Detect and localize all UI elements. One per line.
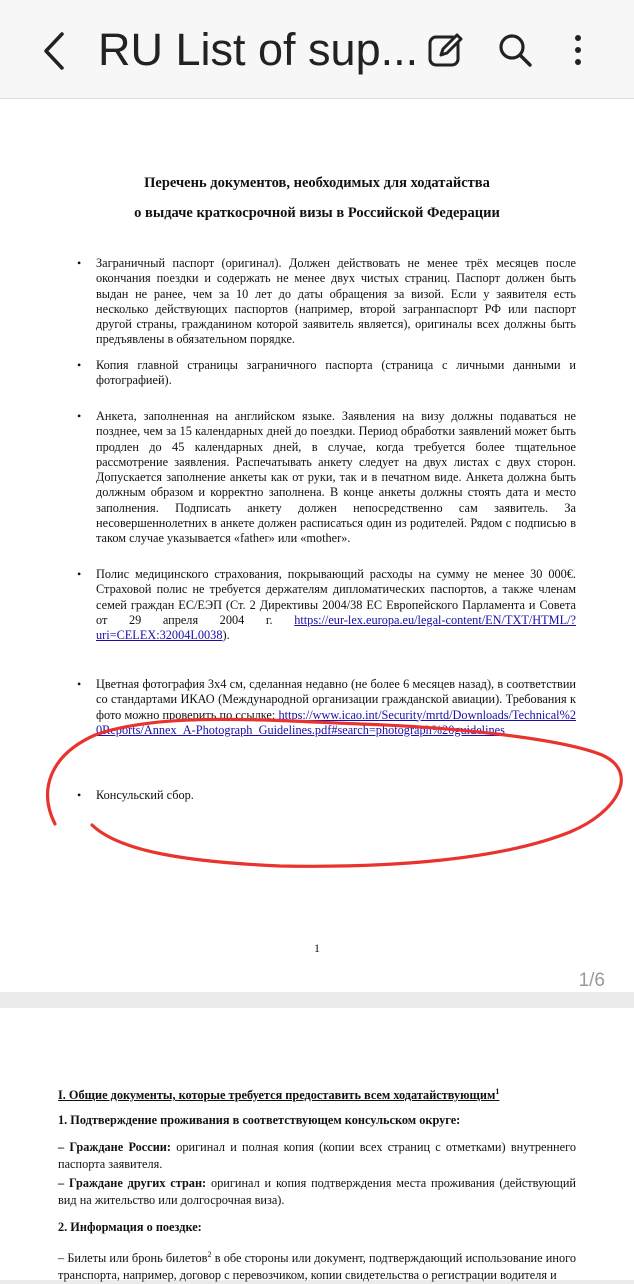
section-title-text: I. Общие документы, которые требуется предоставить всем ходатайствующим: [58, 1088, 496, 1103]
list-item: Копия главной страницы заграничного паспорта (страница с личными данными и фотографией).: [96, 358, 576, 388]
list-item-tail: ).: [222, 628, 230, 643]
list-item-text: Цветная фотография 3х4 см, сделанная недавно (не более 6 месяцев назад), в соответствии со стандартами ИКАО (Международной организации гражданской авиации). Требования к фото можно проверить по ссылке:: [96, 677, 576, 722]
page-heading-line-2: о выдаче краткосрочной визы в Российской Федерации: [134, 205, 500, 221]
page-counter: 1/6: [578, 970, 605, 991]
icao-link[interactable]: https://www.icao.int/Security/mrtd/Downloads/Technical%20Reports/Annex_A-Photograph_Guidelines.pdf#search=photograph%20guidelines: [96, 707, 576, 737]
edit-icon[interactable]: [424, 28, 468, 72]
bullet: •: [77, 256, 82, 270]
subheading-residence: 1. Подтверждение проживания в соответствующем консульском округе:: [58, 1113, 461, 1127]
search-icon[interactable]: [493, 28, 537, 72]
paragraph-text: – Билеты или бронь билетов: [58, 1251, 208, 1266]
bullet: •: [77, 358, 82, 372]
bullet: •: [77, 677, 82, 691]
paragraph: [58, 1175, 576, 1209]
bullet: •: [77, 788, 82, 802]
bullet: •: [77, 567, 82, 581]
list-item: Анкета, заполненная на английском языке. Заявления на визу должны подаваться не позднее, чем за 15 календарных дней до поездки. Период обработки заявлений может быть продлен до 45 календарных дней, в случае, когда требуется более тщательное рассмотрение заявления. Распечатывать анкету следует на двух листах с двух сторон. Допускается заполнение анкеты как от руки, так и в печатном виде. Анкета должна быть должным образом и корректно заполнена. В конце анкеты должны стоять дата и место заполнения. Подписать анкету должен непосредственно сам заявитель. За несовершеннолетних в анкете должен расписаться один из родителей. Рядом с подписью в таком случае указывается «father» или «mother».: [96, 409, 576, 546]
document-page-1: [0, 99, 634, 992]
list-item: [96, 567, 576, 643]
paragraph: [58, 1246, 576, 1284]
section-title: [58, 1083, 576, 1104]
paragraph: [58, 1139, 576, 1173]
page-heading-line-1: Перечень документов, необходимых для ходатайства: [144, 175, 490, 191]
paragraph-text: в обе стороны или документ, подтверждающий использование иного транспорта, например, договор с перевозчиком, копии свидетельства о регистрации водителя и: [58, 1251, 576, 1283]
paragraph-lead: – Граждане других стран:: [58, 1176, 207, 1190]
paragraph-text: оригинал и копия подтверждения места проживания (действующий вид на жительство или долгосрочная виза).: [58, 1176, 577, 1207]
list-item: Заграничный паспорт (оригинал). Должен действовать не менее трёх месяцев после окончания поездки и содержать не менее двух чистых страниц. Паспорт должен быть выдан не ранее, чем за 10 лет до даты обращения за визой. Если у заявителя есть несколько действующих паспортов (например, второй загранпаспорт РФ или паспорт другой страны, гражданином которой заявитель является), оригиналы всех должны быть предъявлены в обязательном порядке.: [96, 256, 576, 347]
document-page-2: [0, 1008, 634, 1283]
more-vertical-icon[interactable]: [556, 28, 600, 72]
eur-lex-link[interactable]: https://eur-lex.europa.eu/legal-content/EN/TXT/HTML/?uri=CELEX:32004L0038: [96, 612, 576, 643]
top-toolbar: [0, 0, 634, 99]
bullet: •: [77, 409, 82, 423]
footnote-ref: 2: [207, 1250, 212, 1259]
paragraph-lead: – Граждане России:: [58, 1140, 171, 1154]
subheading-trip-info: 2. Информация о поездке:: [58, 1220, 202, 1234]
list-item-text: Полис медицинского страхования, покрывающий расходы на сумму не менее 30 000€. Страховой полис не требуется держателям дипломатических паспортов, а также членам семей граждан ЕС/ЕЭП (Ст. 2 Директивы 2004/38 ЕС Европейского Парламента и Совета от 29 апреля 2004 г.: [96, 567, 576, 627]
document-title: RU List of sup...: [98, 24, 418, 75]
paragraph-text: оригинал и полная копия (копии всех страниц с отметками) внутреннего паспорта заявителя.: [58, 1140, 576, 1171]
list-item: Консульский сбор.: [96, 788, 194, 802]
list-item: [96, 677, 576, 738]
page-number: 1: [314, 941, 320, 955]
back-arrow-icon[interactable]: [34, 26, 78, 76]
footnote-ref: 1: [495, 1087, 500, 1096]
